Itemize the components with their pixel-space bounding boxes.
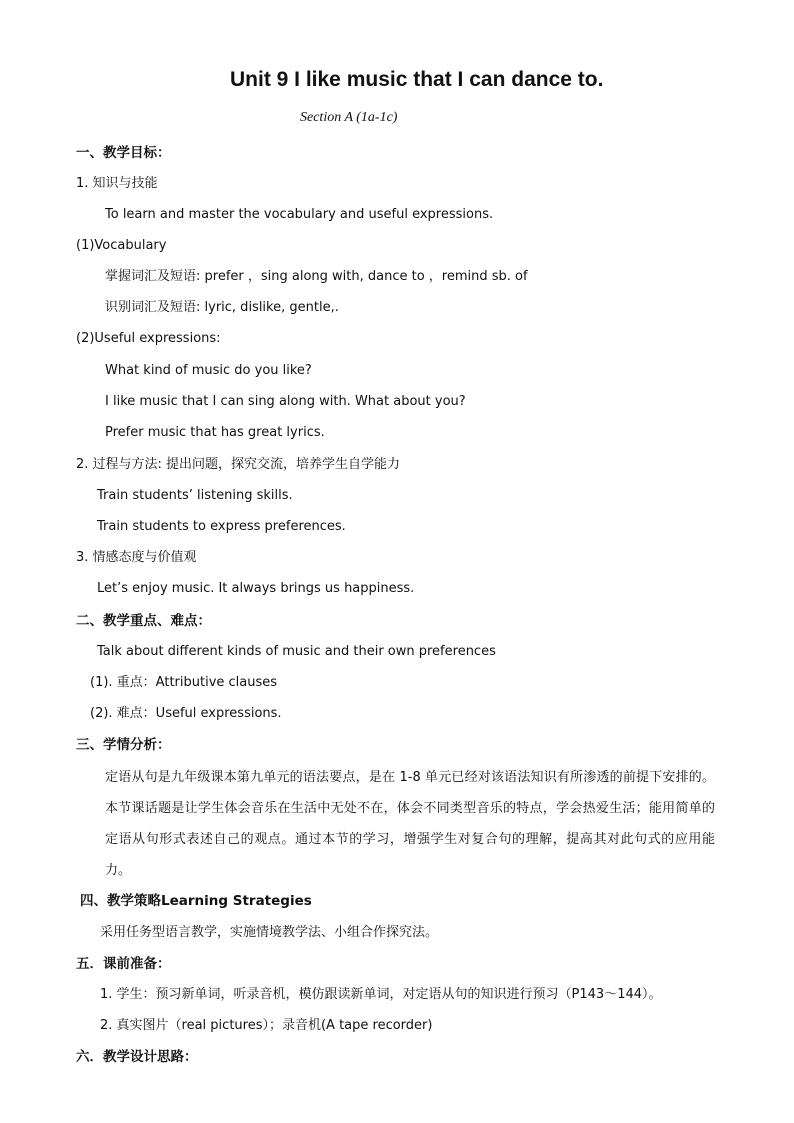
section-heading-preparation: 五．课前准备：	[76, 956, 171, 972]
process-item-1: Train students’ listening skills.	[97, 488, 293, 503]
section-heading-strategies: 四、教学策略Learning Strategies	[80, 893, 312, 909]
objective-process-methods: 2. 过程与方法: 提出问题，探究交流，培养学生自学能力	[76, 457, 401, 472]
objective-knowledge-skills: 1. 知识与技能	[76, 176, 158, 191]
emotion-item-1: Let’s enjoy music. It always brings us happiness.	[97, 581, 415, 596]
objective-knowledge-text: To learn and master the vocabulary and useful expressions.	[105, 207, 494, 222]
preparation-item-1: 1. 学生：预习新单词，听录音机，模仿跟读新单词，对定语从句的知识进行预习（P143～144）。	[100, 987, 662, 1002]
section-heading-key-points: 二、教学重点、难点：	[76, 613, 211, 629]
useful-expression-3: Prefer music that has great lyrics.	[105, 425, 325, 440]
process-item-2: Train students to express preferences.	[97, 519, 346, 534]
key-point-item: (1). 重点：Attributive clauses	[90, 675, 278, 690]
useful-expression-1: What kind of music do you like?	[105, 363, 312, 378]
difficult-point-item: (2). 难点：Useful expressions.	[90, 706, 282, 721]
section-heading-objectives: 一、教学目标：	[76, 145, 171, 161]
analysis-paragraph: 定语从句是九年级课本第九单元的语法要点，是在 1-8 单元已经对该语法知识有所渗透的前提下安排的。本节课话题是让学生体会音乐在生活中无处不在，体会不同类型音乐的特点，学会热爱生活；能用简单的定语从句形式表述自己的观点。通过本节的学习，增强学生对复合句的理解，提高其对此句式的应用能力。	[105, 770, 715, 878]
preparation-item-2: 2. 真实图片（real pictures）；录音机(A tape recorder)	[100, 1018, 433, 1033]
document-title: Unit 9 I like music that I can dance to.	[230, 68, 604, 91]
strategies-text: 采用任务型语言教学，实施情境教学法、小组合作探究法。	[100, 925, 439, 940]
section-heading-design: 六．教学设计思路：	[76, 1049, 198, 1065]
vocabulary-heading: (1)Vocabulary	[76, 238, 167, 253]
useful-expression-2: I like music that I can sing along with. What about you?	[105, 394, 466, 409]
vocabulary-recognize: 识别词汇及短语: lyric, dislike, gentle,.	[105, 300, 339, 315]
objective-emotion-values: 3. 情感态度与价值观	[76, 550, 197, 565]
vocabulary-master: 掌握词汇及短语: prefer ，sing along with, dance to ，remind sb. of	[105, 269, 528, 284]
key-points-text: Talk about different kinds of music and their own preferences	[97, 644, 496, 659]
document-subtitle: Section A (1a-1c)	[300, 110, 398, 125]
section-heading-analysis: 三、学情分析：	[76, 737, 171, 753]
useful-expressions-heading: (2)Useful expressions:	[76, 331, 221, 346]
